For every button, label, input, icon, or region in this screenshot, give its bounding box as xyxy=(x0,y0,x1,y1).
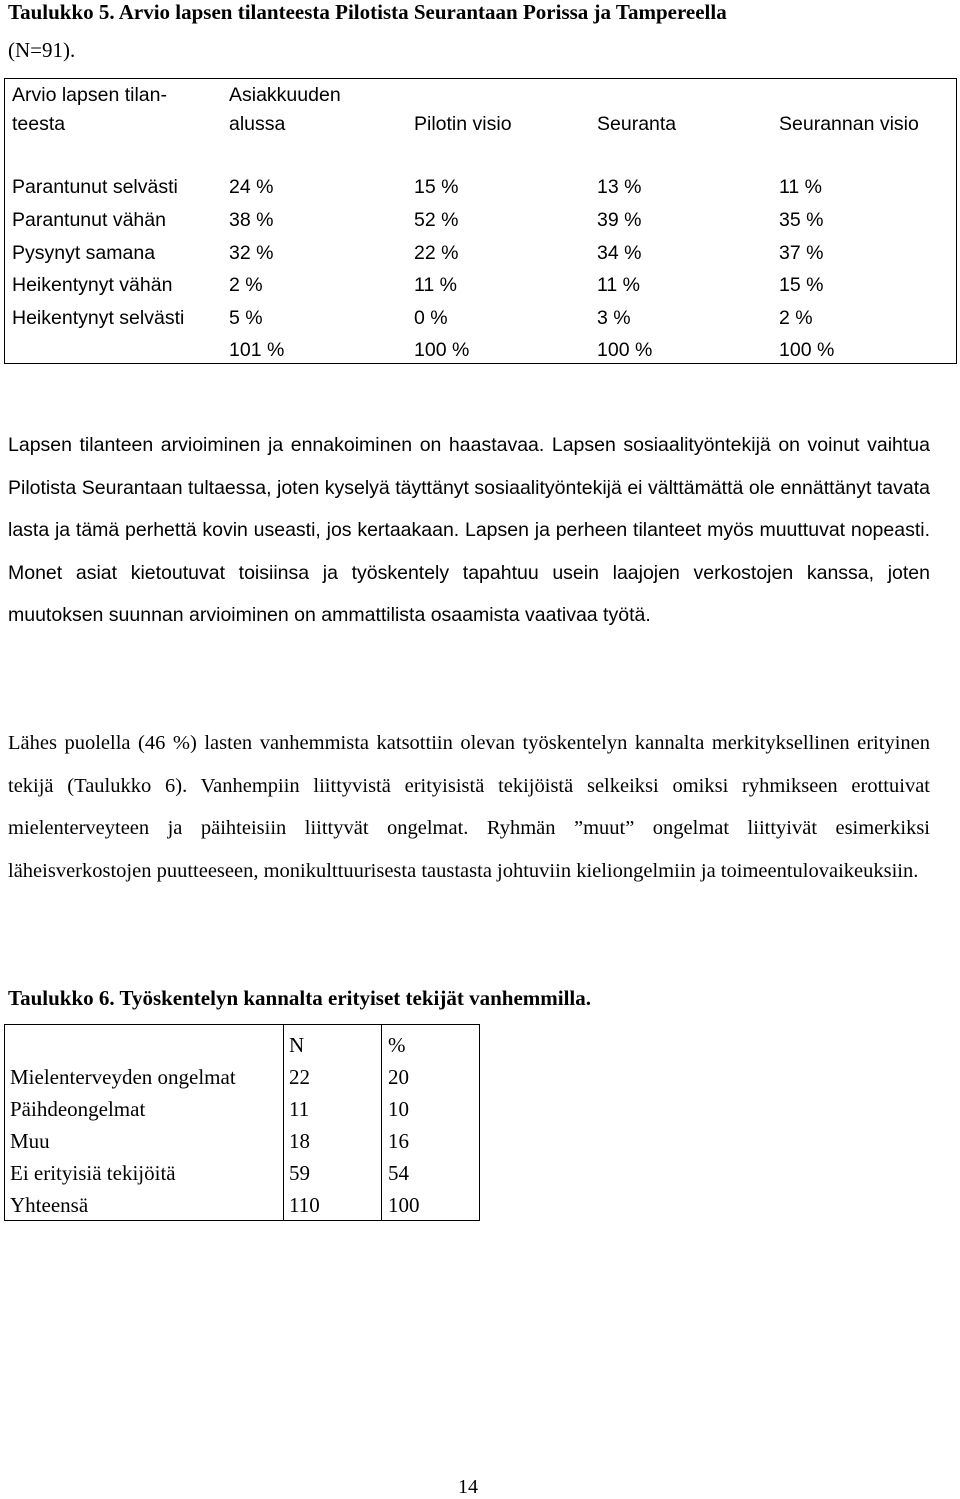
paragraph-2: Lähes puolella (46 %) lasten vanhemmista katsottiin olevan työskentelyn kannalta merkityksellinen erityinen tekijä (Taulukko 6). Vanhempiin liittyvistä erityisistä tekijöistä selkeiksi omiksi ryhmikseen erottuivat mielenterveyteen ja päihteisiin liittyvät ongelmat. Ryhmän ”muut” ongelmat liittyivät esimerkiksi läheisverkostojen puutteeseen, monikulttuurisesta taustasta johtuviin kieliongelmiin ja toimeentulovaikeuksiin. xyxy=(8,732,930,882)
table6-row-label: Ei erityisiä tekijöitä xyxy=(10,1161,176,1185)
table6-cell-pct: 54 xyxy=(388,1161,409,1185)
table5-cell: 35 % xyxy=(779,209,824,231)
table5-cell: 32 % xyxy=(229,242,274,264)
table5-cell: 11 % xyxy=(597,274,640,296)
table6-column-divider xyxy=(283,1024,284,1221)
table5-cell: 22 % xyxy=(414,242,459,264)
table5-row-label: Pysynyt samana xyxy=(12,242,156,264)
table5-header-col2-line1: Asiakkuuden xyxy=(229,84,341,106)
table5-header-col5: Seurannan visio xyxy=(779,113,919,135)
table6-cell-n: 22 xyxy=(289,1065,310,1089)
table5-cell: 2 % xyxy=(229,274,263,296)
table5-cell: 34 % xyxy=(597,242,642,264)
table5-caption-line1: Taulukko 5. Arvio lapsen tilanteesta Pilotista Seurantaan Porissa ja Tampereella xyxy=(8,0,727,24)
table5-cell: 13 % xyxy=(597,176,642,198)
table5-total-cell: 100 % xyxy=(779,339,835,361)
page-number: 14 xyxy=(458,1476,478,1498)
table5-header-col3: Pilotin visio xyxy=(414,113,512,135)
table5-cell: 5 % xyxy=(229,307,263,329)
table5-header-col1-line2: teesta xyxy=(12,113,66,135)
table6-header-pct: % xyxy=(388,1033,406,1057)
paragraph-1: Lapsen tilanteen arvioiminen ja ennakoiminen on haastavaa. Lapsen sosiaalityöntekijä on voinut vaihtua Pilotista Seurantaan tultaessa, joten kyselyä täyttänyt sosiaalityöntekijä ei välttämättä ole ennättänyt tavata lasta ja tämä perhettä kovin useasti, jos kertaakaan. Lapsen ja perheen tilanteet myös muuttuvat nopeasti. Monet asiat kietoutuvat toisiinsa ja työskentely tapahtuu usein laajojen verkostojen kanssa, joten muutoksen suunnan arvioiminen on ammattilista osaamista vaativaa työtä. xyxy=(8,434,930,627)
table6 xyxy=(4,1024,480,1221)
table6-caption: Taulukko 6. Työskentelyn kannalta erityiset tekijät vanhemmilla. xyxy=(8,986,592,1010)
table5-row-label: Parantunut selvästi xyxy=(12,176,178,198)
table5-cell: 24 % xyxy=(229,176,274,198)
table5-caption-line2: (N=91). xyxy=(8,38,76,62)
table5-cell: 52 % xyxy=(414,209,459,231)
table5-header-col1-line1: Arvio lapsen tilan- xyxy=(12,84,167,106)
table5-header-col2-line2: alussa xyxy=(229,113,286,135)
table6-cell-n: 18 xyxy=(289,1129,310,1153)
table5-cell: 39 % xyxy=(597,209,642,231)
table5-cell: 38 % xyxy=(229,209,274,231)
table6-row-label: Yhteensä xyxy=(10,1193,89,1217)
table5-row-label: Heikentynyt selvästi xyxy=(12,307,185,329)
table5-cell: 2 % xyxy=(779,307,813,329)
table5-row-label: Heikentynyt vähän xyxy=(12,274,173,296)
table5-total-cell: 100 % xyxy=(597,339,653,361)
table5-row-label: Parantunut vähän xyxy=(12,209,166,231)
table6-cell-pct: 10 xyxy=(388,1097,409,1121)
table6-cell-pct: 20 xyxy=(388,1065,409,1089)
table6-cell-n: 11 xyxy=(289,1097,310,1121)
table6-row-label: Päihdeongelmat xyxy=(10,1097,146,1121)
table5-cell: 15 % xyxy=(414,176,459,198)
table5-cell: 0 % xyxy=(414,307,448,329)
table6-header-n: N xyxy=(289,1033,305,1057)
table5-cell: 3 % xyxy=(597,307,631,329)
table5-cell: 15 % xyxy=(779,274,824,296)
table6-column-divider xyxy=(381,1024,382,1221)
table6-cell-n: 110 xyxy=(289,1193,320,1217)
table5-cell: 11 % xyxy=(779,176,822,198)
table6-row-label: Muu xyxy=(10,1129,50,1153)
table6-cell-pct: 100 xyxy=(388,1193,420,1217)
table5-cell: 11 % xyxy=(414,274,457,296)
table5-header-col4: Seuranta xyxy=(597,113,677,135)
table5-total-cell: 100 % xyxy=(414,339,470,361)
table6-row-label: Mielenterveyden ongelmat xyxy=(10,1065,236,1089)
table5-cell: 37 % xyxy=(779,242,824,264)
table5-total-cell: 101 % xyxy=(229,339,285,361)
table6-cell-n: 59 xyxy=(289,1161,310,1185)
table6-cell-pct: 16 xyxy=(388,1129,409,1153)
